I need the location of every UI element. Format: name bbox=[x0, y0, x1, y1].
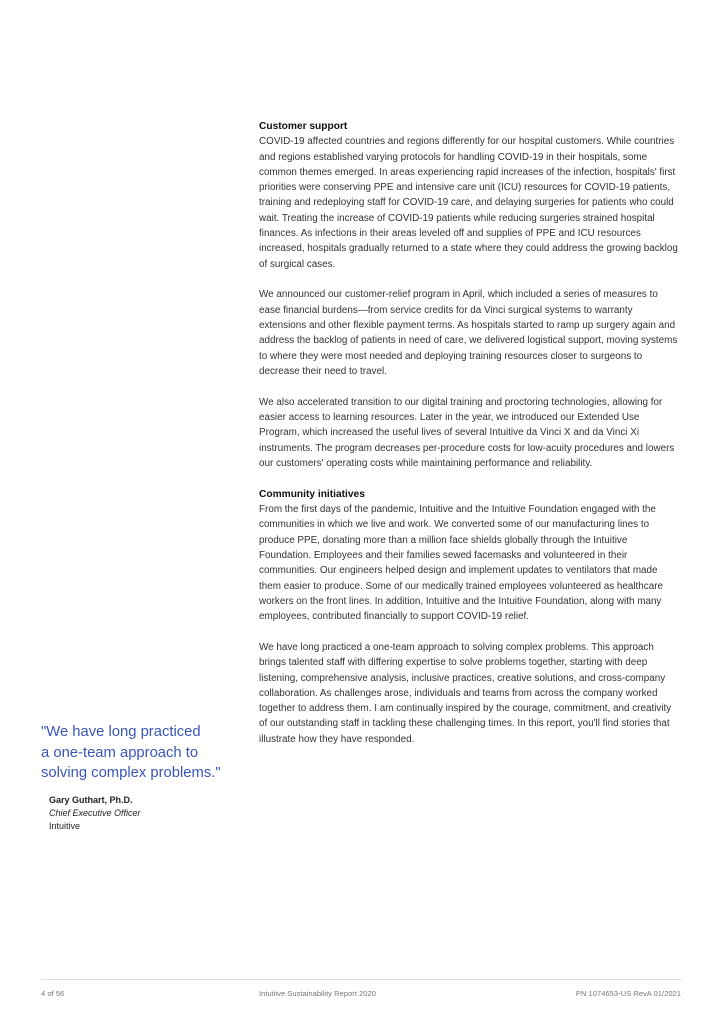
main-column bbox=[259, 119, 681, 747]
community-initiatives-paragraph-1: From the first days of the pandemic, Intuitive and the Intuitive Foundation engaged with the communities in which we live and work. We converted some of our manufacturing lines to produce PPE, donating more than a million face shields globally through the Intuitive Foundation. Employees and their families sewed facemasks and volunteered in their communities. Our engineers helped design and implement updates to ventilators that made them easier to produce. Some of our medically trained employees volunteered as healthcare workers on the front lines. In addition, Intuitive and the Intuitive Foundation, along with many employees, contributed financially to support COVID-19 relief. bbox=[259, 504, 664, 623]
quote-author-name: Gary Guthart, Ph.D. bbox=[49, 794, 133, 805]
quote-author-organization: Intuitive bbox=[49, 820, 81, 831]
customer-support-heading: Customer support bbox=[259, 121, 348, 132]
community-initiatives-paragraph-2: We have long practiced a one-team approach to solving complex problems. This approach brings talented staff with differing expertise to solve problems together, starting with deep listening, comprehensive analysis, inclusive practices, creative solutions, and cross-company collaboration. As challenges arose, individuals and teams from across the company worked together to address them. I am continually inspired by the courage, commitment, and creativity of our outstanding staff in tackling these challenging times. In this report, you'll find stories that illustrate how they have responded. bbox=[259, 641, 672, 745]
footer-page-number: 4 of 56 bbox=[41, 989, 65, 998]
footer-report-title: Intuitive Sustainability Report 2020 bbox=[259, 989, 376, 998]
customer-support-paragraph-3: We also accelerated transition to our digital training and proctoring technologies, allowing for easier access to learning resources. Later in the year, we introduced our Extended Use Program, which increased the useful lives of several Intuitive da Vinci X and da Vinci Xi instruments. The program decreases per-procedure costs for low-acuity procedures and lowers our customers' operating costs while maintaining performance and reliability. bbox=[259, 396, 675, 469]
footer-divider bbox=[41, 979, 681, 980]
quote-author-title: Chief Executive Officer bbox=[49, 807, 141, 818]
customer-support-paragraph-2: We announced our customer-relief program in April, which included a series of measures to ease financial burdens—from service credits for da Vinci surgical systems to warranty extensions and other flexible payment terms. As hospitals started to ramp up surgery again and address the backlog of patients in need of care, we delivered logistical support, moving systems to where they were most needed and deploying training resources closer to surgeons to decrease their need to travel. bbox=[259, 289, 678, 377]
community-initiatives-heading: Community initiatives bbox=[259, 488, 365, 500]
pull-quote bbox=[41, 722, 241, 833]
pull-quote-text: "We have long practiced a one-team approach to solving complex problems." bbox=[41, 724, 221, 781]
footer-part-number: PN 1074653-US RevA 01/2021 bbox=[575, 989, 681, 998]
customer-support-paragraph-1: COVID-19 affected countries and regions differently for our hospital customers. While countries and regions established varying protocols for handling COVID-19 in their hospitals, some common themes emerged. In areas experiencing rapid increases of the infection, hospitals' first priorities were conserving PPE and intensive care unit (ICU) resources for COVID-19 patients, training and redeploying staff for COVID-19 care, and delaying surgeries for patients who could wait. Treating the increase of COVID-19 patients while reducing surgeries strained hospital finances. As infections in their areas leveled off and supplies of PPE and ICU resources increased, hospitals gradually returned to a state where they could address the growing backlog of surgical cases. bbox=[259, 136, 678, 270]
